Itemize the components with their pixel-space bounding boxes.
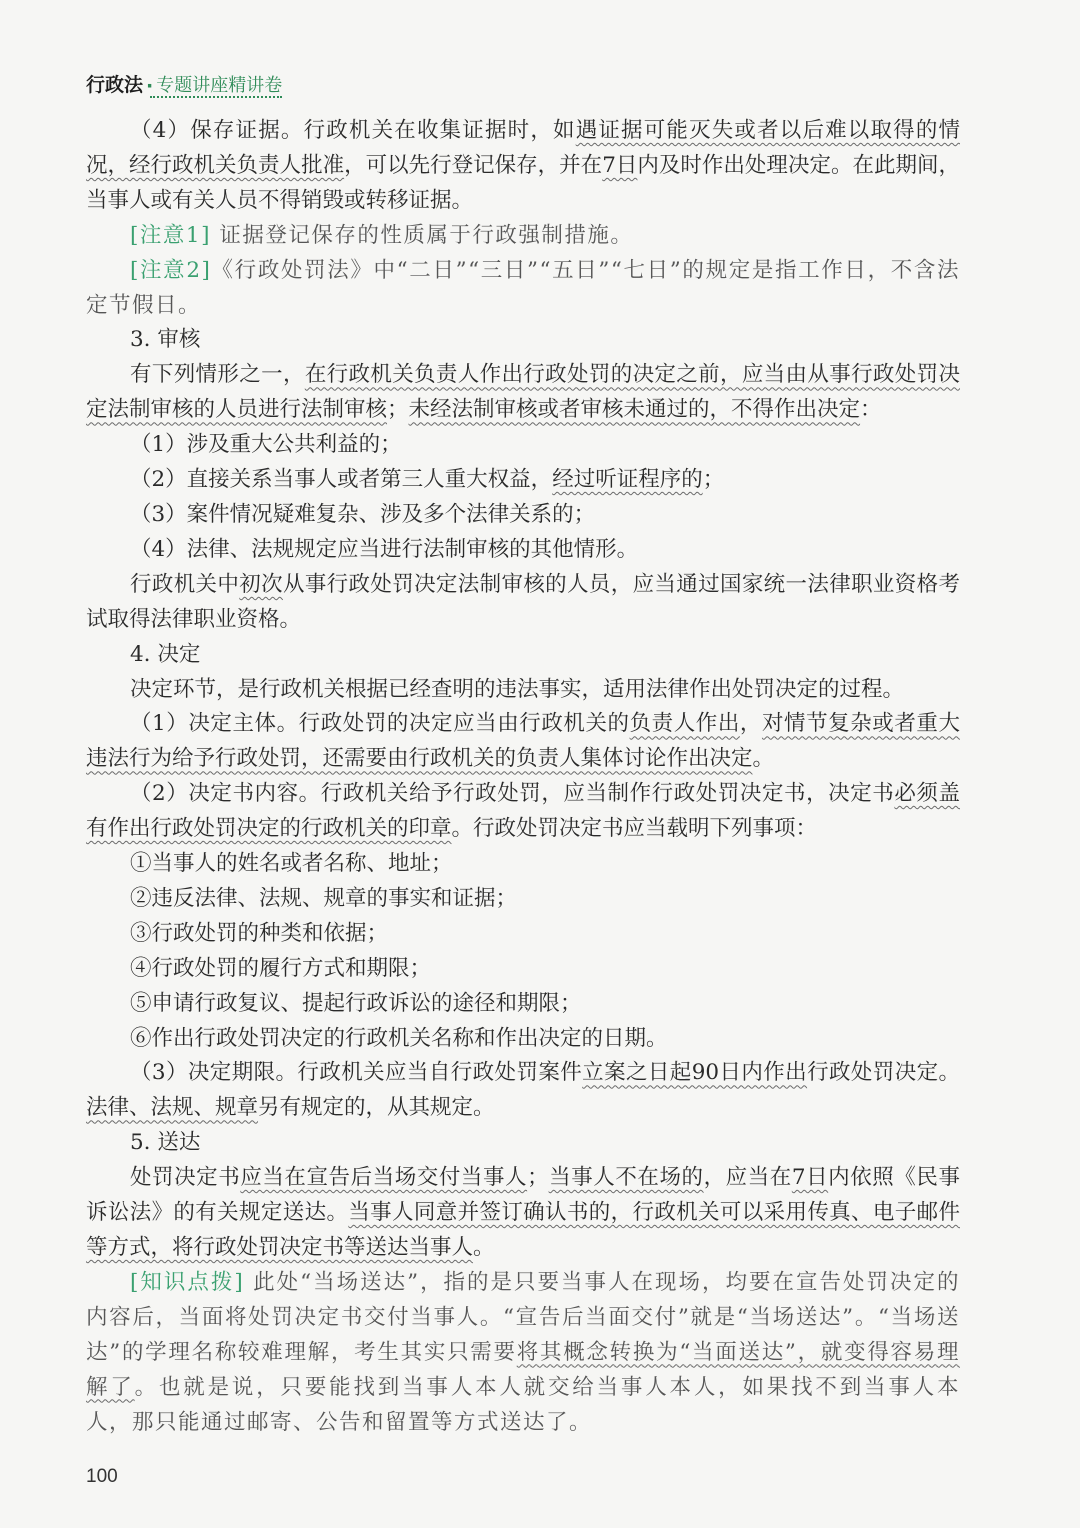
list-item: （3）案件情况疑难复杂、涉及多个法律关系的； — [130, 501, 596, 527]
list-item: ②违反法律、法规、规章的事实和证据； — [130, 885, 518, 911]
paragraph-service: 处罚决定书应当在宣告后当场交付当事人；当事人不在场的，应当在7日内依照《民事诉讼法》的有关规定送达。当事人同意并签订确认书的，行政机关可以采用传真、电子邮件等方式，将行政处罚决定书等送达当事人。 — [86, 1165, 960, 1260]
header-underline — [150, 96, 282, 98]
header-subtitle: 专题讲座精讲卷 — [156, 75, 283, 96]
section-heading-service: 5. 送达 — [130, 1130, 201, 1156]
note-tag: [注意1] — [130, 222, 211, 248]
tip-tag: [知识点拨] — [130, 1269, 245, 1295]
note-1: [注意1] 证据登记保存的性质属于行政强制措施。 — [130, 222, 634, 248]
knowledge-tip: [知识点拨] 此处“当场送达”，指的是只要当事人在现场，均要在宣告处罚决定的内容后，当面将处罚决定书交付当事人。“宣告后当面交付”就是“当场送达”。“当场送达”的学理名称较难理解，考生其实只需要将其概念转换为“当面送达”，就变得容易理解了。也就是说，只要能找到当事人本人就交给当事人本人，如果找不到当事人本人，那只能通过邮寄、公告和留置等方式送达了。 — [86, 1269, 960, 1435]
list-item: （1）涉及重大公共利益的； — [130, 432, 402, 458]
header-separator: · — [146, 75, 154, 97]
paragraph-decision-intro: 决定环节，是行政机关根据已经查明的违法事实，适用法律作出处罚决定的过程。 — [130, 676, 905, 702]
note-tag: [注意2] — [130, 257, 212, 283]
list-item: ④行政处罚的履行方式和期限； — [130, 955, 432, 981]
list-item: ③行政处罚的种类和依据； — [130, 920, 389, 946]
paragraph-reviewer-qualification: 行政机关中初次从事行政处罚决定法制审核的人员，应当通过国家统一法律职业资格考试取得法律职业资格。 — [86, 571, 960, 632]
list-item: （2）直接关系当事人或者第三人重大权益，经过听证程序的； — [130, 467, 725, 493]
page-body — [86, 114, 960, 1440]
list-item: （4）法律、法规规定应当进行法制审核的其他情形。 — [130, 536, 639, 562]
running-header — [86, 70, 282, 97]
page-number: 100 — [86, 1466, 118, 1487]
paragraph-preserve-evidence: （4）保存证据。行政机关在收集证据时，如遇证据可能灭失或者以后难以取得的情况，经行政机关负责人批准，可以先行登记保存，并在7日内及时作出处理决定。在此期间，当事人或有关人员不得销毁或转移证据。 — [86, 118, 960, 213]
paragraph-decision-subject: （1）决定主体。行政处罚的决定应当由行政机关的负责人作出，对情节复杂或者重大违法行为给予行政处罚，还需要由行政机关的负责人集体讨论作出决定。 — [86, 711, 960, 772]
paragraph-decision-content: （2）决定书内容。行政机关给予行政处罚，应当制作行政处罚决定书，决定书必须盖有作出行政处罚决定的行政机关的印章。行政处罚决定书应当载明下列事项： — [86, 781, 960, 842]
list-item: ⑤申请行政复议、提起行政诉讼的途径和期限； — [130, 990, 582, 1016]
note-2: [注意2]《行政处罚法》中“二日”“三日”“五日”“七日”的规定是指工作日，不含法定节假日。 — [86, 257, 960, 318]
list-item: ①当事人的姓名或者名称、地址； — [130, 851, 453, 877]
section-heading-review: 3. 审核 — [130, 327, 201, 353]
book-title: 行政法 — [86, 74, 144, 96]
paragraph-decision-deadline: （3）决定期限。行政机关应当自行政处罚案件立案之日起90日内作出行政处罚决定。法律、法规、规章另有规定的，从其规定。 — [86, 1060, 961, 1121]
section-heading-decision: 4. 决定 — [130, 641, 201, 667]
paragraph-review: 有下列情形之一，在行政机关负责人作出行政处罚的决定之前，应当由从事行政处罚决定法制审核的人员进行法制审核；未经法制审核或者审核未通过的，不得作出决定： — [86, 362, 960, 423]
list-item: ⑥作出行政处罚决定的行政机关名称和作出决定的日期。 — [130, 1025, 668, 1051]
